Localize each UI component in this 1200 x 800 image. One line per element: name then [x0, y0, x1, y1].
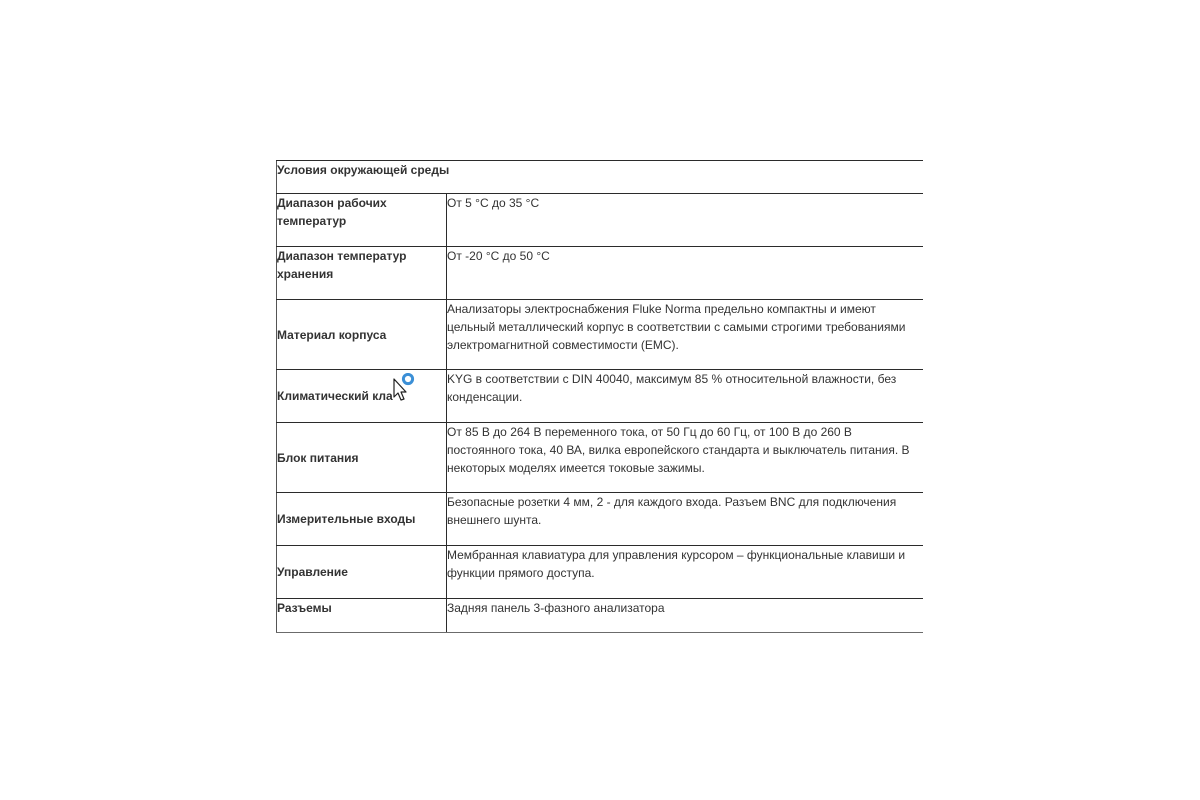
row-label: Диапазон температур хранения — [277, 247, 447, 300]
row-label: Блок питания — [277, 423, 447, 493]
table-header-row — [277, 161, 923, 194]
table-row — [277, 423, 923, 493]
row-label: Материал корпуса — [277, 300, 447, 370]
row-value: Безопасные розетки 4 мм, 2 - для каждого входа. Разъем BNC для подключения внешнего шунта. — [447, 493, 923, 546]
row-label: Диапазон рабочих температур — [277, 194, 447, 247]
row-label: Измерительные входы — [277, 493, 447, 546]
table-row — [277, 493, 923, 546]
row-value: Задняя панель 3-фазного анализатора — [447, 599, 923, 633]
row-value: Мембранная клавиатура для управления курсором – функциональные клавиши и функции прямого доступа. — [447, 546, 923, 599]
table-row — [277, 370, 923, 423]
row-value: KYG в соответствии с DIN 40040, максимум 85 % относительной влажности, без конденсации. — [447, 370, 923, 423]
table-row — [277, 599, 923, 633]
specifications-table — [276, 160, 923, 633]
row-value: От -20 °С до 50 °С — [447, 247, 923, 300]
row-value: Анализаторы электроснабжения Fluke Norma предельно компактны и имеют цельный металлический корпус в соответствии с самыми строгими требованиями электромагнитной совместимости (EMC). — [447, 300, 923, 370]
row-label: Разъемы — [277, 599, 447, 633]
table-row — [277, 247, 923, 300]
busy-arrow-cursor-icon — [393, 373, 419, 401]
row-label: Климатический кла — [277, 370, 447, 423]
row-value: От 5 °С до 35 °С — [447, 194, 923, 247]
table-row — [277, 300, 923, 370]
row-label: Управление — [277, 546, 447, 599]
table-row — [277, 194, 923, 247]
table-row — [277, 546, 923, 599]
row-value: От 85 В до 264 В переменного тока, от 50 Гц до 60 Гц, от 100 В до 260 В постоянного тока, 40 ВА, вилка европейского стандарта и выключатель питания. В некоторых моделях имеется токовые зажимы. — [447, 423, 923, 493]
section-title: Условия окружающей среды — [277, 161, 923, 194]
